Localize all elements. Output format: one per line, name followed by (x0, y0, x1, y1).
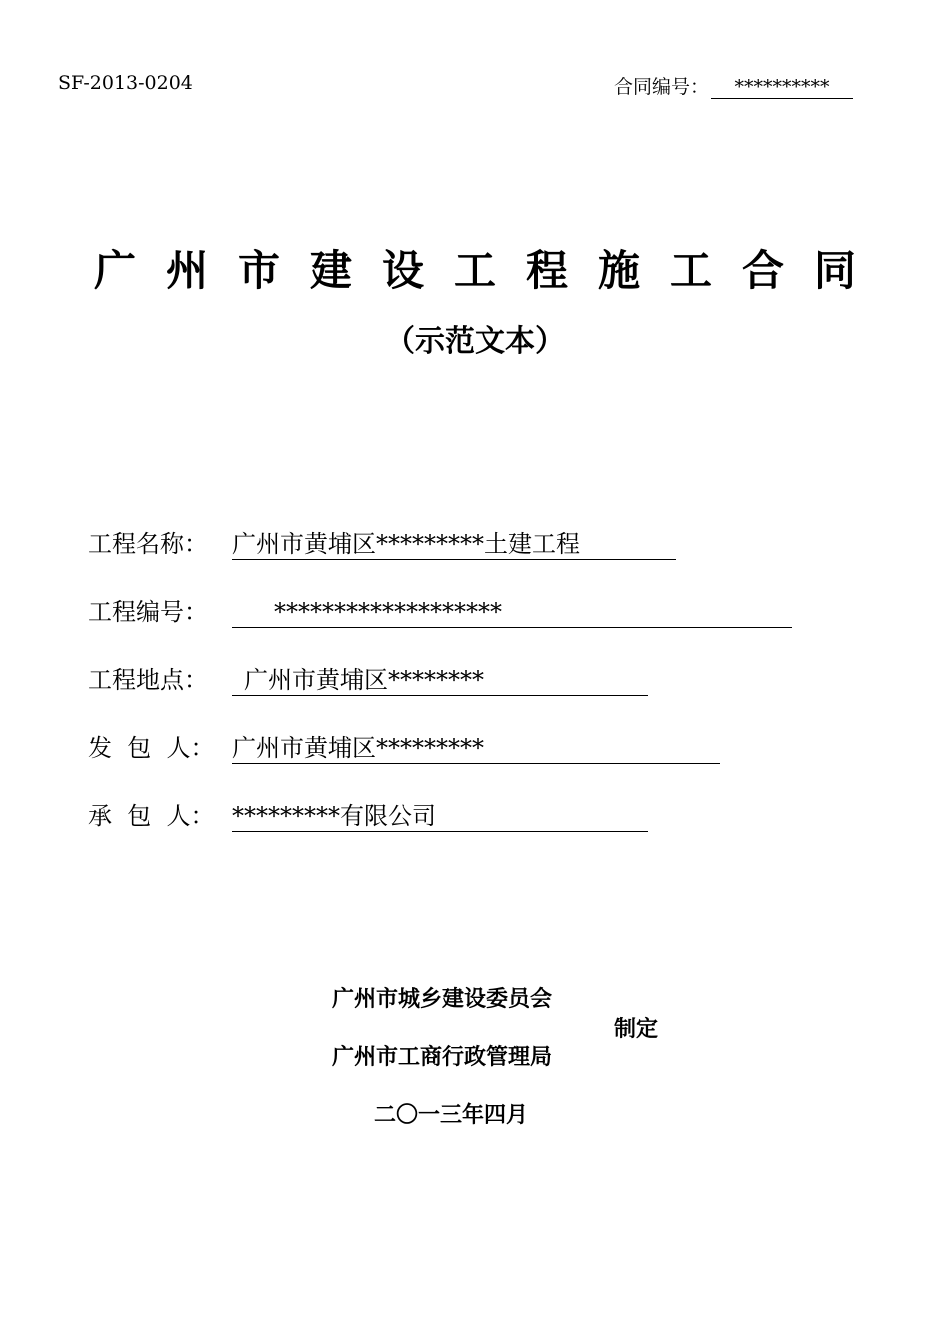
field-project-number (88, 592, 792, 628)
document-code: SF-2013-0204 (58, 72, 193, 94)
field-project-location (88, 660, 648, 696)
field-label: 发 包 人： (88, 734, 215, 762)
issue-date: 二〇一三年四月 (374, 1103, 529, 1128)
field-label: 工程编号： (88, 598, 208, 626)
field-value: 广州市黄埔区********* (232, 733, 720, 764)
field-label: 承 包 人： (88, 802, 215, 830)
field-value: 广州市黄埔区******** (232, 665, 648, 696)
document-title: 广州市建设工程施工合同 (93, 246, 886, 295)
field-value: 广州市黄埔区*********土建工程 (232, 529, 676, 560)
issuer-industry-commerce-bureau: 广州市工商行政管理局 (332, 1045, 553, 1070)
contract-number-value: ********** (711, 76, 853, 99)
contract-number-label: 合同编号： (614, 76, 710, 98)
field-contractor (88, 796, 648, 832)
field-project-name (88, 524, 676, 560)
field-value: ******************* (232, 597, 792, 628)
field-employer (88, 728, 720, 764)
issuer-construction-committee: 广州市城乡建设委员会 (332, 987, 553, 1012)
field-label: 工程名称： (88, 530, 208, 558)
field-value: *********有限公司 (232, 801, 648, 832)
contract-number (614, 72, 853, 99)
field-label: 工程地点： (88, 666, 208, 694)
made-label: 制定 (614, 1017, 659, 1042)
document-subtitle: （示范文本） (385, 324, 565, 359)
